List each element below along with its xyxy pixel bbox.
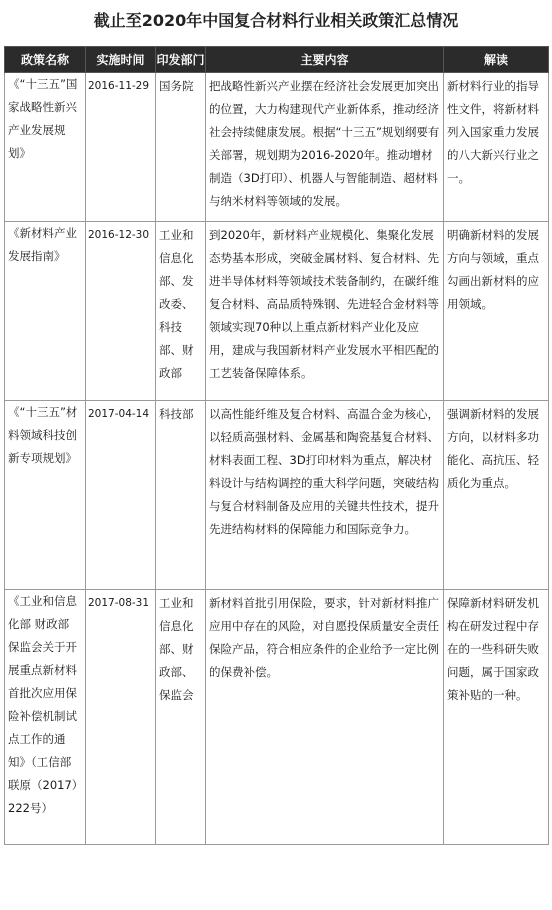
policy-name-cell [5, 73, 86, 222]
policy-date: 2017-04-14 [88, 408, 150, 420]
policy-department: 科技部 [159, 407, 194, 421]
policy-name: 《新材料产业发展指南》 [8, 226, 77, 263]
policy-name: 《“十三五”国家战略性新兴产业发展规划》 [8, 77, 78, 160]
content-cell [206, 222, 444, 401]
content-cell [206, 590, 444, 845]
content-cell [206, 401, 444, 590]
policy-interpretation: 保障新材料研发机构在研发过程中存在的一些科研失败问题，属于国家政策补贴的一种。 [447, 596, 539, 702]
policy-name: 《工业和信息化部 财政部 保监会关于开展重点新材料首批次应用保险补偿机制试点工作的通知》（工信部联原（2017）222号） [8, 594, 78, 815]
date-cell [86, 590, 156, 845]
policy-content: 新材料首批引用保险，要求，针对新材料推广应用中存在的风险，对自愿投保质量安全责任保险产品，符合相应条件的企业给予一定比例的保费补偿。 [209, 596, 439, 679]
content-cell [206, 73, 444, 222]
header-policy-name: 政策名称 [5, 47, 86, 73]
policy-name: 《“十三五”材料领域科技创新专项规划》 [8, 405, 78, 465]
header-content: 主要内容 [206, 47, 444, 73]
policy-name-cell [5, 401, 86, 590]
department-cell [156, 590, 206, 845]
interpretation-cell [444, 73, 549, 222]
policy-department: 工业和信息化部、财政部、保监会 [159, 596, 194, 702]
table-row [5, 222, 549, 401]
department-cell [156, 73, 206, 222]
policy-content: 以高性能纤维及复合材料、高温合金为核心，以轻质高强材料、金属基和陶瓷基复合材料、材料表面工程、3D打印材料为重点，解决材料设计与结构调控的重大科学问题，突破结构与复合材料制备及应用的关键共性技术，提升先进结构材料的保障能力和国际竞争力。 [209, 407, 439, 536]
interpretation-cell [444, 590, 549, 845]
policy-table [4, 46, 549, 845]
policy-content: 把战略性新兴产业摆在经济社会发展更加突出的位置，大力构建现代产业新体系，推动经济社会持续健康发展。根据“十三五”规划纲要有关部署，规划期为2016-2020年。推动增材制造（3D打印）、机器人与智能制造、超材料与纳米材料等领域的发展。 [209, 79, 440, 208]
header-interpretation: 解读 [444, 47, 549, 73]
header-date: 实施时间 [86, 47, 156, 73]
policy-interpretation: 强调新材料的发展方向，以材料多功能化、高抗压、轻质化为重点。 [447, 407, 539, 490]
interpretation-cell [444, 222, 549, 401]
policy-interpretation: 新材料行业的指导性文件，将新材料列入国家重力发展的八大新兴行业之一。 [447, 79, 539, 185]
policy-interpretation: 明确新材料的发展方向与领域，重点勾画出新材料的应用领域。 [447, 228, 539, 311]
date-cell [86, 222, 156, 401]
interpretation-cell [444, 401, 549, 590]
date-cell [86, 73, 156, 222]
table-row [5, 590, 549, 845]
policy-date: 2016-11-29 [88, 80, 150, 92]
page-title: 截止至2020年中国复合材料行业相关政策汇总情况 [93, 11, 459, 30]
table-header-row [5, 47, 549, 73]
policy-date: 2017-08-31 [88, 597, 150, 609]
policy-department: 工业和信息化部、发改委、科技部、财政部 [159, 228, 194, 380]
table-row [5, 401, 549, 590]
date-cell [86, 401, 156, 590]
policy-content: 到2020年，新材料产业规模化、集聚化发展态势基本形成，突破金属材料、复合材料、先进半导体材料等领域技术装备制约，在碳纤维复合材料、高品质特殊钢、先进轻合金材料等领域实现70种以上重点新材料产业化及应用，建成与我国新材料产业发展水平相匹配的工艺装备保障体系。 [209, 228, 439, 380]
policy-name-cell [5, 222, 86, 401]
department-cell [156, 222, 206, 401]
policy-department: 国务院 [159, 79, 194, 93]
table-row [5, 73, 549, 222]
policy-date: 2016-12-30 [88, 229, 150, 241]
department-cell [156, 401, 206, 590]
header-department: 印发部门 [156, 47, 206, 73]
policy-name-cell [5, 590, 86, 845]
